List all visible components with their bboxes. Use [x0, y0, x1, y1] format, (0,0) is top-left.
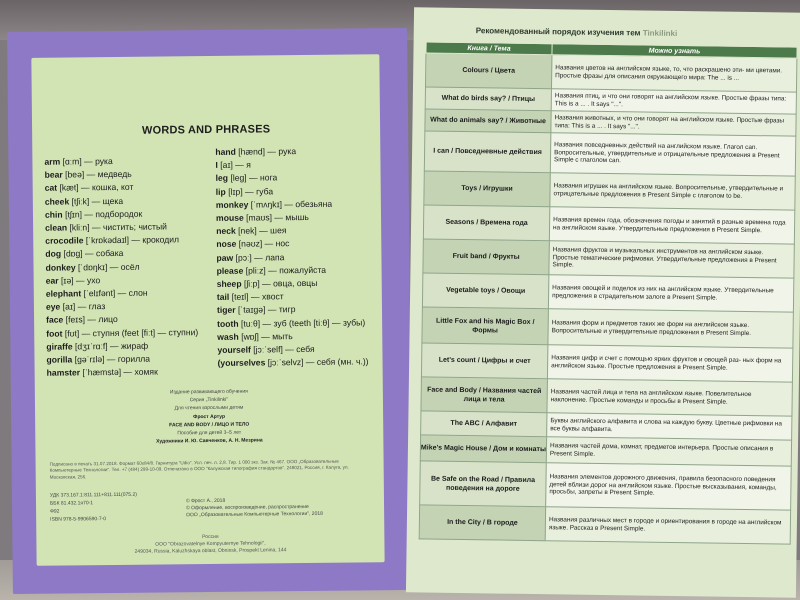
description-cell: Буквы английского алфавита и слова на каждую букву. Цветные рифмовки на все буквы алфавита. — [547, 413, 792, 440]
vocab-translation: [wɒʃ] — мыть — [238, 330, 293, 342]
topic-cell: Colours / Цвета — [425, 53, 551, 89]
vocab-word: ear — [45, 275, 59, 286]
table-row — [424, 171, 795, 210]
vocab-translation: [kæt] — кошка, кот — [57, 182, 134, 194]
isbn-line: ББК 81.432.1я70-1 — [49, 500, 94, 507]
vocab-word: hand — [215, 146, 236, 157]
vocab-word: leg — [215, 173, 229, 184]
copyright-line: ООО „Образовательные Компьютерные Технологии", 2018 — [186, 510, 323, 519]
vocab-word: cat — [44, 183, 58, 194]
imprint-line: Издание развивающего обучения — [169, 388, 248, 396]
vocab-word: (yourselves — [217, 357, 266, 369]
topic-cell: I can / Повседневные действия — [424, 131, 551, 173]
vocab-entry — [45, 233, 197, 248]
col-header-topic: Книга / Тема — [426, 42, 552, 55]
vocab-word: chin — [44, 209, 63, 220]
vocab-translation: [dʒɪˈrɑːf] — жираф — [72, 340, 149, 352]
description-cell: Названия повседневных действий на английском языке. Глагол can. Вопросительные, утвердительные и отрицательные предложения в Present Simple с глаголом can. — [550, 133, 796, 176]
topic-cell: Seasons / Времена года — [423, 205, 549, 241]
table-row — [420, 461, 792, 510]
table-row — [421, 377, 792, 416]
vocab-word: gorilla — [46, 354, 73, 365]
vocab-translation: [pɔː] — лапа — [233, 251, 285, 263]
vocab-word: dog — [45, 248, 62, 260]
topic-cell: The ABC / Алфавит — [421, 411, 547, 437]
vocab-translation: [fʊt] — ступня (feet [fiːt] — ступни) — [62, 326, 199, 339]
study-order-title-brand: Tinkilinki — [642, 28, 678, 38]
imprint-line: Пособие для детей 3–5 лет — [177, 429, 242, 437]
vocab-translation: [nəʊz] — нос — [236, 238, 290, 250]
vocab-word: giraffe — [46, 341, 73, 352]
imprint-book-title: FACE AND BODY / ЛИЦО И ТЕЛО — [169, 421, 250, 429]
vocab-column-2 — [215, 144, 368, 370]
address-line: Россия — [202, 533, 219, 541]
isbn-line: ISBN 978-5-9906590-7-0 — [50, 516, 107, 523]
vocab-word: please — [216, 265, 244, 276]
topic-cell: Vegetable toys / Овощи — [422, 273, 548, 309]
description-cell: Названия фруктов и музыкальных инструментов на английском языке. Простые тематические рифмовки. Утвердительные предложения в Present Simple. — [549, 241, 794, 278]
copyright-line: © Фрост А., 2018 — [185, 497, 226, 505]
table-row — [422, 307, 793, 348]
vocab-word: monkey — [215, 199, 249, 210]
table-row — [424, 131, 796, 176]
vocab-entry — [217, 356, 368, 371]
table-row — [423, 239, 794, 278]
vocab-word: I — [215, 160, 218, 171]
vocab-translation: [kliːn] — чистить; чистый — [67, 221, 167, 233]
topic-cell: Face and Body / Названия частей лица и тела — [421, 377, 547, 413]
copyright-line: © Оформление, воспроизведение, распространение — [186, 503, 309, 512]
vocab-word: sheep — [216, 278, 242, 289]
publisher-address — [36, 532, 384, 557]
isbn-line: УДК 373.167.1:811.111+811.111(075.2) — [49, 491, 137, 499]
vocab-translation: [hænd] — рука — [235, 146, 297, 157]
vocab-translation: [lɪp] — губа — [225, 185, 274, 197]
imprint-line: Для чтения взрослыми детям — [174, 405, 244, 412]
address-line: ООО "Obrazovatelnye Kompyuternye Tehnologii", — [155, 540, 266, 548]
vocab-translation: [ʃiːp] — овца, овцы — [241, 277, 318, 289]
vocab-translation: [nek] — шея — [235, 225, 287, 236]
vocab-word: eye — [45, 301, 61, 312]
vocab-word: foot — [46, 328, 63, 339]
topic-cell: Toys / Игрушки — [424, 171, 550, 207]
topic-cell: Mike's Magic House / Дом и комнаты — [420, 435, 546, 463]
description-cell: Названия цифр и счет с помощью ярких фруктов и овощей раз- ных форм на английском языке. Простые предложения в Present Simple. — [547, 345, 792, 382]
description-cell: Названия частей лица и тела на английском языке. Повелительное наклонение. Простые команды и просьбы в Present Simple. — [547, 379, 792, 416]
vocab-word: neck — [216, 225, 236, 237]
description-cell: Названия цветов на английском языке, то, что раскрашено эти- ми цветами. Простые фразы для описания окружающего мира: The ... is ... — [551, 55, 796, 92]
print-details: Подписано в печать 31.07.2018. Формат 60х84/8. Гарнитура "Udio". Усл. печ. л. 2,8. Тир. 1 000 экз. Зак. № 467. ООО „Образовательные Компьютерные Технологии". Тел. +7 (484) 299-10-09. Отпечатано в ООО "Калужская типография стандартов". 248021, Россия, г. Калуга, ул. Московская, 256. — [49, 458, 349, 480]
address-line: 249034, Russia, Kaluzhskaya oblast, Obninsk, Prospekt Lenina, 144 — [134, 547, 287, 555]
isbn-line: Ф92 — [50, 508, 60, 515]
vocab-word: paw — [216, 252, 234, 263]
vocab-translation: [tʃiːk] — щека — [69, 195, 124, 207]
topic-cell: Fruit band / Фрукты — [423, 239, 549, 275]
vocab-translation: [ˈhæmstə] — хомяк — [80, 366, 158, 378]
vocab-translation: [aɪ] — глаз — [60, 301, 106, 312]
imprint-line: Серия „Tinkilinki" — [189, 397, 229, 404]
topic-cell: Let's count / Цифры и счет — [421, 343, 547, 379]
vocab-word: yourself — [217, 344, 251, 355]
vocab-translation: [beə] — медведь — [62, 169, 132, 180]
vocab-translation: [leg] — нога — [227, 172, 278, 184]
vocab-translation: [teɪl] — хвост — [229, 291, 284, 303]
vocab-word: nose — [216, 239, 237, 250]
vocab-translation: [tuːθ] — зуб (teeth [tiːθ] — зубы) — [238, 317, 366, 329]
vocab-entry — [46, 326, 198, 341]
col-header-learn: Можно узнать — [552, 44, 797, 58]
vocab-word: mouse — [215, 212, 244, 223]
vocab-translation: [ˈtaɪgə] — тигр — [235, 304, 296, 316]
topic-cell: What do birds say? / Птицы — [425, 87, 551, 111]
study-order-title — [476, 26, 796, 39]
vocab-translation: [gəˈrɪlə] — горилла — [72, 353, 151, 365]
description-cell: Названия игрушек на английском языке. Вопросительные, утвердительные и отрицательные предложения в Present Simple с глаголом to be. — [550, 173, 795, 210]
vocab-translation: [jɔːˈself] — себя — [250, 343, 315, 355]
vocab-word: tail — [216, 292, 230, 303]
topic-cell: Little Fox and his Magic Box / Формы — [422, 307, 548, 345]
vocab-word: crocodile — [45, 235, 84, 246]
vocab-word: donkey — [45, 262, 76, 273]
vocab-translation: [aɪ] — я — [217, 159, 251, 171]
table-row — [422, 273, 793, 312]
table-row — [421, 343, 792, 382]
vocab-translation: [feɪs] — лицо — [63, 314, 118, 325]
isbn-block — [50, 491, 137, 524]
vocab-word: hamster — [46, 367, 81, 378]
description-cell: Названия различных мест в городе и ориентирования в городе на английском языке. Рассказ в Present Simple. — [545, 507, 790, 544]
study-order-title-text: Рекомендованный порядок изучения тем — [475, 26, 643, 38]
vocab-entry — [217, 316, 368, 331]
topic-cell: What do animals say? / Животные — [425, 109, 551, 133]
vocab-entry — [47, 365, 199, 380]
vocab-translation: [ɑːm] — рука — [60, 156, 113, 167]
vocab-translation: [pliːz] — пожалуйста — [243, 264, 327, 276]
words-and-phrases-title: WORDS AND PHRASES — [141, 123, 271, 137]
left-page-cover — [7, 28, 413, 594]
vocab-translation: [maʊs] — мышь — [243, 211, 309, 223]
vocab-word: clean — [45, 222, 68, 233]
vocab-translation: [ˈelɪfənt] — слон — [81, 287, 148, 299]
vocab-column-1 — [44, 154, 198, 380]
vocab-translation: [tʃɪn] — подбородок — [62, 208, 143, 220]
description-cell: Названия птиц, и что они говорят на английском языке. Простые фразы типа: This is a ... . It says "...". — [551, 89, 796, 114]
study-order-table — [419, 41, 798, 544]
description-cell: Названия животных, и что они говорят на английском языке. Простые фразы типа: This is a ... . It says "...". — [551, 111, 796, 136]
description-cell: Названия частей дома, комнат, предметов интерьера. Простые описания в Present Simple. — [546, 437, 791, 466]
vocab-translation: [ˈdɒŋkɪ] — осёл — [75, 261, 140, 273]
vocab-word: wash — [217, 331, 239, 342]
vocab-translation: [ɪə] — ухо — [58, 274, 101, 286]
description-cell: Названия элементов дорожного движения, правила безопасного поведения детей вблизи дорог на английском языке. Простые высказывания, команды, просьбы, запреты в Present Simple. — [546, 463, 792, 510]
vocab-translation: [dɒg] — собака — [61, 248, 124, 259]
description-cell: Названия овощей и поделок из них на английском языке. Утвердительные предложения в страдательном залоге в Present Simple. — [548, 275, 793, 312]
left-page-panel — [31, 54, 384, 566]
copyright-block — [186, 497, 323, 519]
right-page — [406, 7, 800, 597]
vocab-translation: [ˈkrɒkədaɪl] — крокодил — [83, 234, 180, 246]
vocab-word: face — [46, 314, 64, 326]
vocab-translation: [ˈmʌŋkɪ] — обезьяна — [248, 198, 333, 210]
topic-cell: In the City / В городе — [419, 505, 545, 541]
table-row — [423, 205, 794, 244]
vocab-word: elephant — [45, 288, 82, 299]
table-row — [419, 505, 790, 544]
topic-cell: Be Safe on the Road / Правила поведения на дороге — [420, 461, 547, 507]
vocab-word: tooth — [217, 318, 239, 329]
imprint-artists: Художники И. Ю. Савченков, А. Н. Мезрина — [156, 437, 263, 445]
vocab-word: tiger — [216, 305, 236, 316]
imprint-block — [35, 386, 384, 447]
description-cell: Названия времен года, обозначения погоды и занятий в разные времена года на английском языке. Утвердительные предложения в Present Simple. — [549, 207, 794, 244]
table-row — [425, 53, 796, 92]
vocab-word: cheek — [44, 196, 70, 207]
vocab-word: bear — [44, 169, 63, 180]
vocab-translation: [jɔːˈselvz] — себя (мн. ч.)) — [265, 356, 369, 368]
imprint-author: Фрост Артур — [193, 413, 226, 420]
description-cell: Названия форм и предметов таких же форм на английском языке. Вопросительные и утвердительные предложения в Present Simple. — [548, 309, 793, 348]
vocab-word: lip — [215, 186, 226, 197]
vocab-word: arm — [44, 156, 61, 167]
